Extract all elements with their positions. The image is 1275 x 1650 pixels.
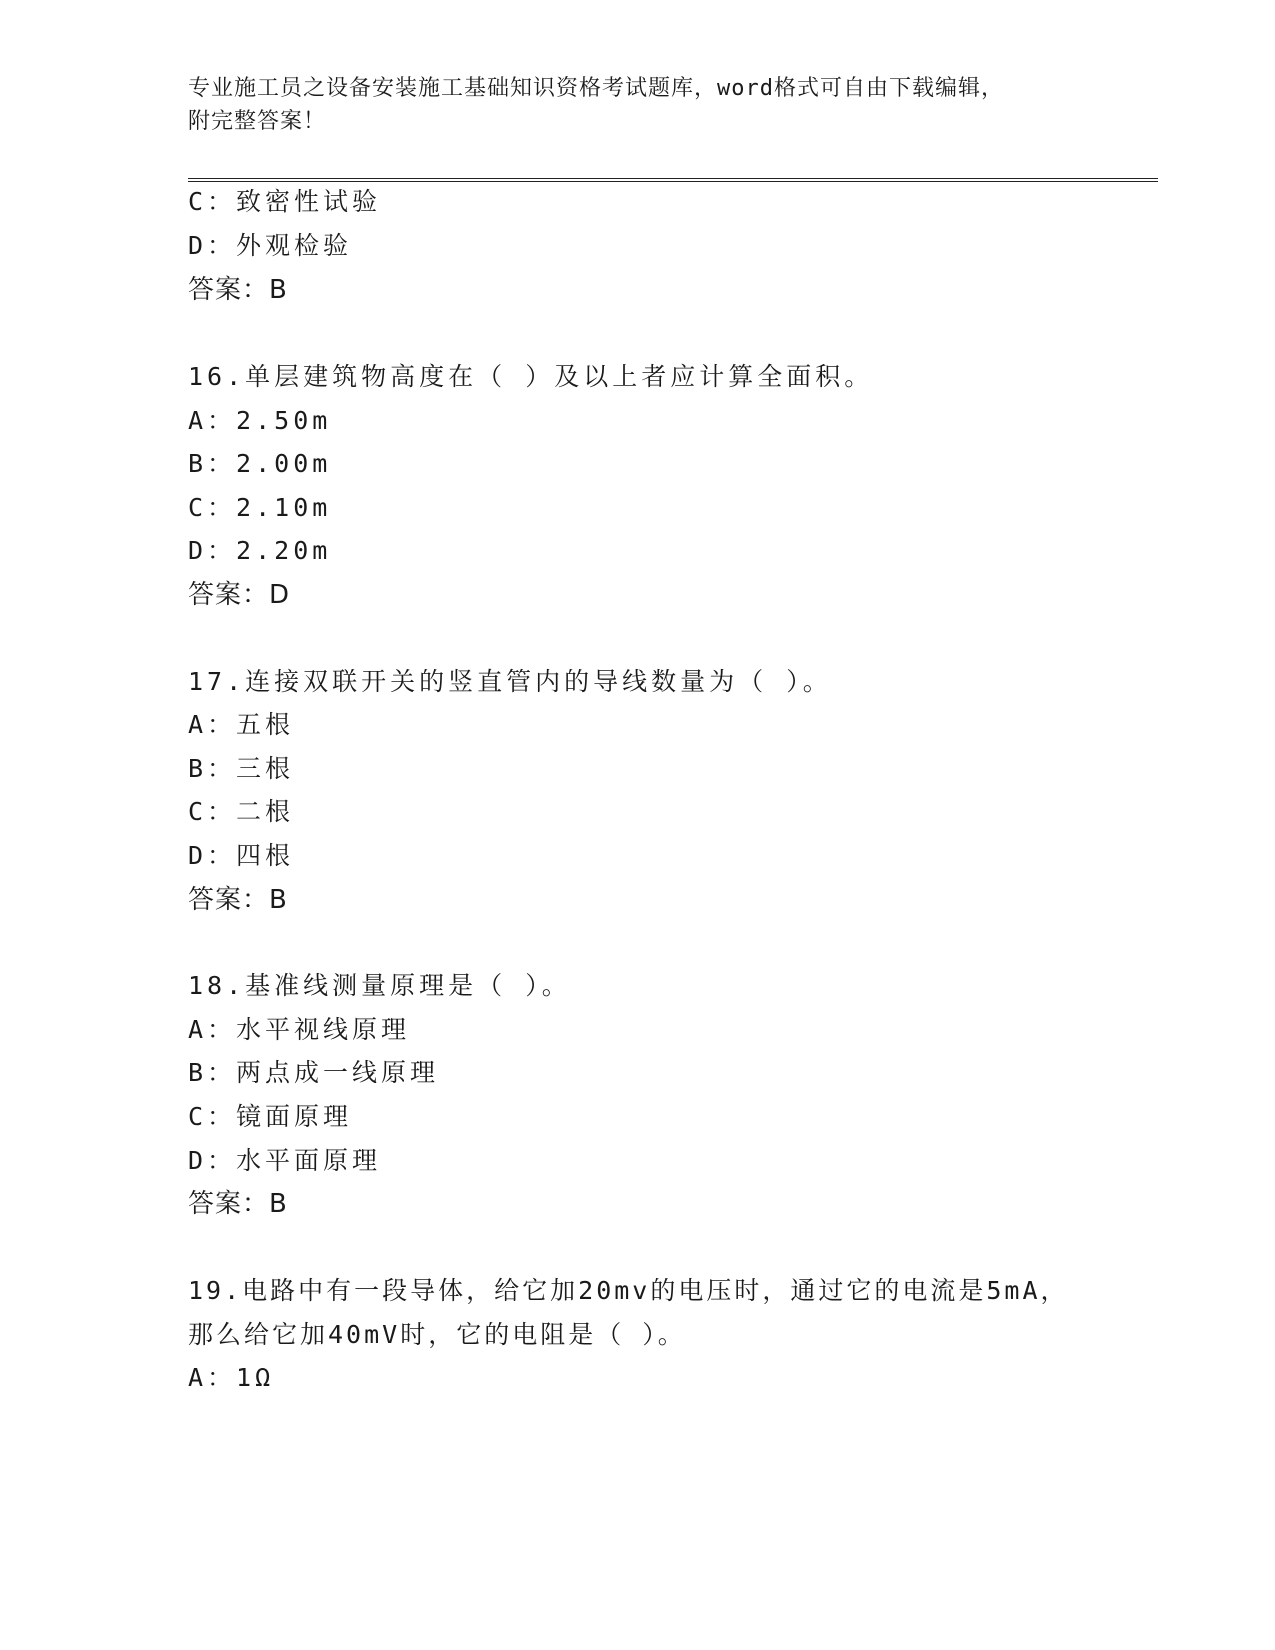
header-divider: [188, 178, 1158, 182]
q16-option-a: A：2.50m: [188, 406, 332, 435]
q15-option-d: D：外观检验: [188, 231, 353, 260]
header-line-1: 专业施工员之设备安装施工基础知识资格考试题库，word格式可自由下载编辑，: [188, 76, 1004, 101]
page-header: [188, 72, 1088, 138]
q18-option-a: A：水平视线原理: [188, 1015, 411, 1044]
q19-question-line-2: 那么给它加40mV时，它的电阻是（ ）。: [188, 1320, 686, 1349]
q15-answer: 答案：B: [188, 275, 288, 305]
q16-option-d: D：2.20m: [188, 536, 332, 565]
q18-option-d: D：水平面原理: [188, 1146, 382, 1175]
q17-option-c: C：二根: [188, 797, 295, 826]
q18-option-c: C：镜面原理: [188, 1102, 353, 1131]
q18-option-b: B：两点成一线原理: [188, 1058, 440, 1087]
q19-option-a: A：1Ω: [188, 1363, 275, 1392]
q16-question: 16.单层建筑物高度在（ ）及以上者应计算全面积。: [188, 362, 874, 391]
q17-answer: 答案：B: [188, 885, 288, 915]
q17-option-a: A：五根: [188, 710, 295, 739]
q17-option-d: D：四根: [188, 841, 295, 870]
q17-question: 17.连接双联开关的竖直管内的导线数量为（ ）。: [188, 667, 832, 696]
header-line-2: 附完整答案！: [188, 109, 327, 134]
q19-question-line-1: 19.电路中有一段导体，给它加20mv的电压时，通过它的电流是5mA，: [188, 1276, 1069, 1305]
q17-option-b: B：三根: [188, 754, 295, 783]
q18-question: 18.基准线测量原理是（ ）。: [188, 971, 571, 1000]
q16-option-c: C：2.10m: [188, 493, 332, 522]
q16-option-b: B：2.00m: [188, 449, 332, 478]
q18-answer: 答案：B: [188, 1189, 288, 1219]
q16-answer: 答案：D: [188, 580, 291, 610]
q15-option-c: C：致密性试验: [188, 187, 382, 216]
